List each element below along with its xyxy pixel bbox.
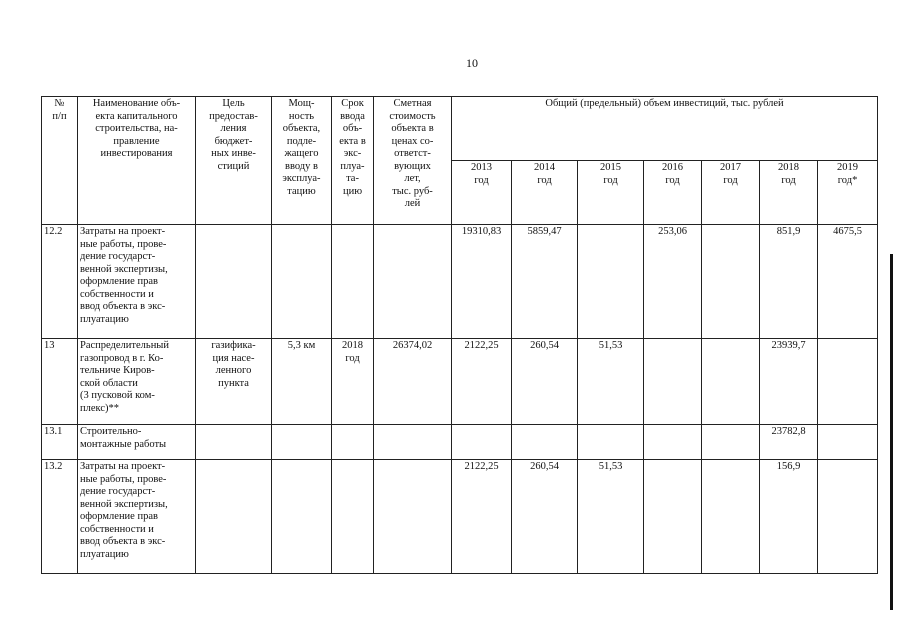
row-name: Строительно- монтажные работы	[78, 425, 196, 460]
row-num: 13	[42, 339, 78, 425]
header-cost: Сметная стоимость объекта в ценах со- ответст- вующих лет, тыс. руб- лей	[374, 97, 452, 225]
row-name: Затраты на проект- ные работы, прове- дение государст- венной экспертизы, оформление прав собственности и ввод объекта в экс- плуатацию	[78, 225, 196, 339]
header-year: 2013 год	[452, 161, 512, 225]
row-goal	[196, 460, 272, 574]
row-year-value	[818, 339, 878, 425]
row-goal	[196, 425, 272, 460]
row-cost: 26374,02	[374, 339, 452, 425]
table-row	[42, 425, 878, 460]
row-capacity: 5,3 км	[272, 339, 332, 425]
header-year: 2018 год	[760, 161, 818, 225]
row-year-value	[702, 225, 760, 339]
row-name: Затраты на проект- ные работы, прове- дение государст- венной экспертизы, оформление прав собственности и ввод объекта в экс- плуатацию	[78, 460, 196, 574]
table-row	[42, 460, 878, 574]
row-year-value	[452, 425, 512, 460]
row-year-value: 5859,47	[512, 225, 578, 339]
row-year-value	[702, 425, 760, 460]
row-term	[332, 460, 374, 574]
row-year-value: 260,54	[512, 460, 578, 574]
header-num: № п/п	[42, 97, 78, 225]
row-year-value	[644, 339, 702, 425]
header-year: 2017 год	[702, 161, 760, 225]
row-year-value	[578, 225, 644, 339]
row-year-value: 23782,8	[760, 425, 818, 460]
row-year-value: 851,9	[760, 225, 818, 339]
scan-edge-bar	[890, 254, 893, 610]
header-year: 2015 год	[578, 161, 644, 225]
row-goal: газифика- ция насе- ленного пункта	[196, 339, 272, 425]
row-year-value: 51,53	[578, 460, 644, 574]
row-year-value	[644, 425, 702, 460]
row-year-value	[702, 339, 760, 425]
row-year-value	[818, 425, 878, 460]
header-name: Наименование объ- екта капитального строительства, на- правление инвестирования	[78, 97, 196, 225]
page-number: 10	[466, 56, 478, 70]
row-year-value: 2122,25	[452, 339, 512, 425]
row-year-value: 156,9	[760, 460, 818, 574]
row-goal	[196, 225, 272, 339]
row-year-value	[702, 460, 760, 574]
row-year-value: 19310,83	[452, 225, 512, 339]
investment-table	[41, 96, 878, 574]
row-name: Распределительный газопровод в г. Ко- тельниче Киров- ской области (3 пусковой ком- плекс)**	[78, 339, 196, 425]
row-capacity	[272, 425, 332, 460]
row-cost	[374, 460, 452, 574]
row-term	[332, 425, 374, 460]
row-year-value: 23939,7	[760, 339, 818, 425]
row-year-value: 260,54	[512, 339, 578, 425]
row-year-value: 2122,25	[452, 460, 512, 574]
row-year-value	[644, 460, 702, 574]
row-year-value	[818, 460, 878, 574]
row-capacity	[272, 460, 332, 574]
row-year-value: 4675,5	[818, 225, 878, 339]
row-capacity	[272, 225, 332, 339]
row-num: 12.2	[42, 225, 78, 339]
table-row	[42, 225, 878, 339]
header-year: 2019 год*	[818, 161, 878, 225]
header-row	[42, 97, 878, 161]
row-term	[332, 225, 374, 339]
row-cost	[374, 425, 452, 460]
row-year-value: 51,53	[578, 339, 644, 425]
row-term: 2018 год	[332, 339, 374, 425]
header-goal: Цель предостав- ления бюджет- ных инве- стиций	[196, 97, 272, 225]
row-num: 13.1	[42, 425, 78, 460]
header-year: 2016 год	[644, 161, 702, 225]
header-total: Общий (предельный) объем инвестиций, тыс. рублей	[452, 97, 878, 161]
row-year-value: 253,06	[644, 225, 702, 339]
table-row	[42, 339, 878, 425]
header-capacity: Мощ- ность объекта, подле- жащего вводу в эксплуа- тацию	[272, 97, 332, 225]
row-year-value	[512, 425, 578, 460]
header-year: 2014 год	[512, 161, 578, 225]
header-term: Срок ввода объ- екта в экс- плуа- та- цию	[332, 97, 374, 225]
row-cost	[374, 225, 452, 339]
row-year-value	[578, 425, 644, 460]
row-num: 13.2	[42, 460, 78, 574]
